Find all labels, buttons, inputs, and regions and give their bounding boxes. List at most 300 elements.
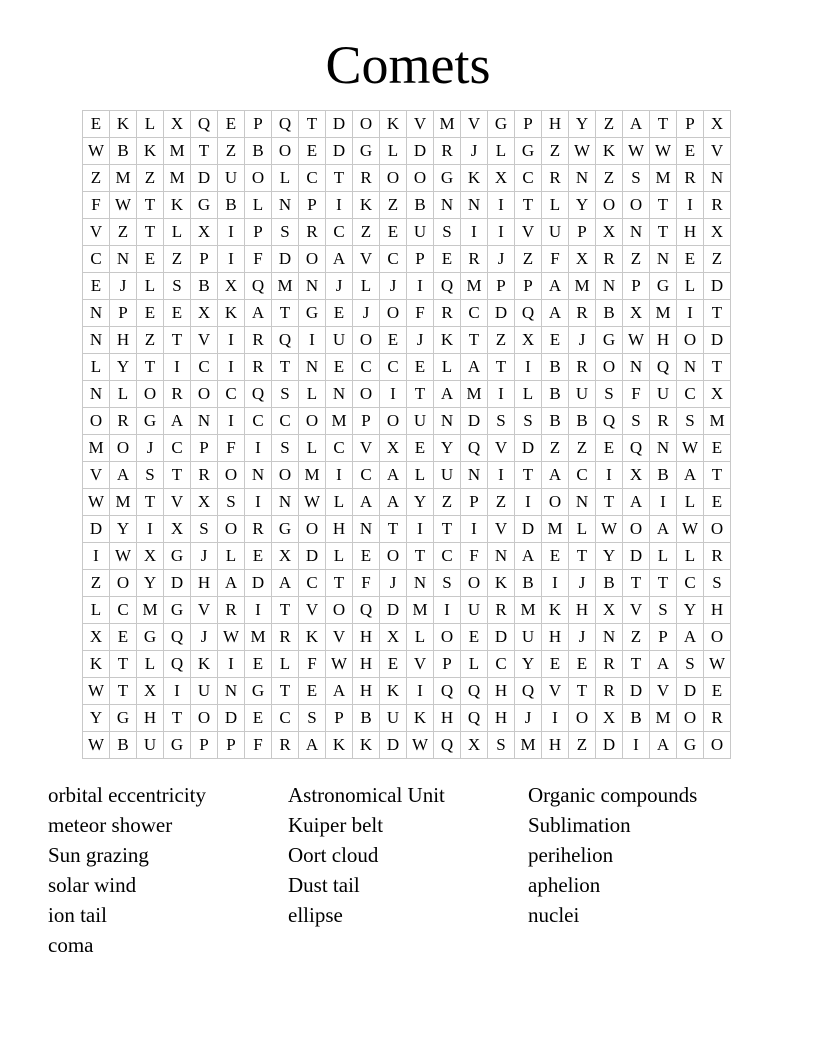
grid-cell[interactable]: E	[542, 543, 569, 570]
grid-cell[interactable]: E	[434, 246, 461, 273]
grid-cell[interactable]: M	[650, 705, 677, 732]
grid-cell[interactable]: I	[434, 597, 461, 624]
grid-cell[interactable]: X	[623, 300, 650, 327]
grid-cell[interactable]: R	[434, 300, 461, 327]
grid-cell[interactable]: K	[164, 192, 191, 219]
grid-cell[interactable]: D	[272, 246, 299, 273]
grid-cell[interactable]: I	[677, 192, 704, 219]
grid-cell[interactable]: P	[245, 111, 272, 138]
grid-cell[interactable]: N	[326, 381, 353, 408]
grid-cell[interactable]: E	[407, 435, 434, 462]
grid-cell[interactable]: C	[380, 246, 407, 273]
grid-cell[interactable]: Q	[434, 732, 461, 759]
grid-cell[interactable]: M	[650, 165, 677, 192]
grid-cell[interactable]: K	[542, 597, 569, 624]
grid-cell[interactable]: F	[218, 435, 245, 462]
grid-cell[interactable]: O	[596, 192, 623, 219]
grid-cell[interactable]: D	[623, 678, 650, 705]
grid-cell[interactable]: S	[164, 273, 191, 300]
grid-cell[interactable]: B	[542, 408, 569, 435]
grid-cell[interactable]: R	[353, 165, 380, 192]
grid-cell[interactable]: Z	[623, 624, 650, 651]
grid-cell[interactable]: L	[569, 516, 596, 543]
grid-cell[interactable]: O	[218, 516, 245, 543]
grid-cell[interactable]: H	[191, 570, 218, 597]
grid-cell[interactable]: E	[299, 678, 326, 705]
grid-cell[interactable]: S	[623, 408, 650, 435]
grid-cell[interactable]: D	[461, 408, 488, 435]
grid-cell[interactable]: W	[677, 435, 704, 462]
grid-cell[interactable]: Z	[542, 138, 569, 165]
grid-cell[interactable]: Q	[623, 435, 650, 462]
grid-cell[interactable]: O	[353, 381, 380, 408]
grid-cell[interactable]: C	[245, 408, 272, 435]
grid-cell[interactable]: D	[488, 300, 515, 327]
grid-cell[interactable]: A	[218, 570, 245, 597]
grid-cell[interactable]: L	[380, 138, 407, 165]
grid-cell[interactable]: A	[623, 111, 650, 138]
grid-cell[interactable]: L	[245, 192, 272, 219]
grid-cell[interactable]: Y	[569, 192, 596, 219]
grid-cell[interactable]: K	[137, 138, 164, 165]
grid-cell[interactable]: L	[677, 273, 704, 300]
grid-cell[interactable]: N	[191, 408, 218, 435]
grid-cell[interactable]: Y	[677, 597, 704, 624]
grid-cell[interactable]: A	[380, 462, 407, 489]
grid-cell[interactable]: U	[380, 705, 407, 732]
grid-cell[interactable]: S	[650, 597, 677, 624]
grid-cell[interactable]: C	[299, 165, 326, 192]
grid-cell[interactable]: X	[272, 543, 299, 570]
grid-cell[interactable]: I	[461, 516, 488, 543]
grid-cell[interactable]: A	[623, 489, 650, 516]
grid-cell[interactable]: I	[596, 462, 623, 489]
grid-cell[interactable]: J	[515, 705, 542, 732]
grid-cell[interactable]: E	[353, 543, 380, 570]
grid-cell[interactable]: N	[299, 273, 326, 300]
grid-cell[interactable]: U	[407, 408, 434, 435]
grid-cell[interactable]: L	[272, 651, 299, 678]
grid-cell[interactable]: U	[407, 219, 434, 246]
grid-cell[interactable]: E	[245, 651, 272, 678]
grid-cell[interactable]: K	[353, 192, 380, 219]
grid-cell[interactable]: B	[596, 570, 623, 597]
grid-cell[interactable]: G	[515, 138, 542, 165]
grid-cell[interactable]: S	[272, 381, 299, 408]
grid-cell[interactable]: I	[650, 489, 677, 516]
grid-cell[interactable]: E	[461, 624, 488, 651]
grid-cell[interactable]: D	[623, 543, 650, 570]
grid-cell[interactable]: E	[137, 300, 164, 327]
grid-cell[interactable]: D	[83, 516, 110, 543]
grid-cell[interactable]: Q	[596, 408, 623, 435]
grid-cell[interactable]: P	[434, 651, 461, 678]
grid-cell[interactable]: R	[191, 462, 218, 489]
grid-cell[interactable]: S	[704, 570, 731, 597]
grid-cell[interactable]: M	[434, 111, 461, 138]
grid-cell[interactable]: Z	[569, 732, 596, 759]
grid-cell[interactable]: T	[650, 219, 677, 246]
grid-cell[interactable]: J	[380, 273, 407, 300]
grid-cell[interactable]: O	[569, 705, 596, 732]
grid-cell[interactable]: Q	[434, 678, 461, 705]
grid-cell[interactable]: C	[434, 543, 461, 570]
grid-cell[interactable]: E	[110, 624, 137, 651]
grid-cell[interactable]: Z	[704, 246, 731, 273]
grid-cell[interactable]: J	[110, 273, 137, 300]
grid-cell[interactable]: D	[218, 705, 245, 732]
grid-cell[interactable]: E	[542, 327, 569, 354]
grid-cell[interactable]: C	[272, 408, 299, 435]
grid-cell[interactable]: Q	[461, 705, 488, 732]
grid-cell[interactable]: R	[704, 192, 731, 219]
grid-cell[interactable]: O	[191, 705, 218, 732]
grid-cell[interactable]: N	[461, 462, 488, 489]
grid-cell[interactable]: J	[569, 624, 596, 651]
grid-cell[interactable]: H	[353, 651, 380, 678]
grid-cell[interactable]: H	[137, 705, 164, 732]
grid-cell[interactable]: V	[650, 678, 677, 705]
grid-cell[interactable]: A	[353, 489, 380, 516]
grid-cell[interactable]: S	[272, 435, 299, 462]
grid-cell[interactable]: J	[191, 543, 218, 570]
grid-cell[interactable]: F	[245, 246, 272, 273]
grid-cell[interactable]: C	[191, 354, 218, 381]
grid-cell[interactable]: O	[299, 408, 326, 435]
grid-cell[interactable]: M	[569, 273, 596, 300]
grid-cell[interactable]: T	[407, 543, 434, 570]
grid-cell[interactable]: Z	[218, 138, 245, 165]
grid-cell[interactable]: Q	[245, 273, 272, 300]
grid-cell[interactable]: A	[272, 570, 299, 597]
grid-cell[interactable]: B	[596, 300, 623, 327]
grid-cell[interactable]: H	[542, 111, 569, 138]
grid-cell[interactable]: X	[137, 543, 164, 570]
grid-cell[interactable]: X	[704, 111, 731, 138]
grid-cell[interactable]: I	[407, 678, 434, 705]
grid-cell[interactable]: C	[488, 651, 515, 678]
grid-cell[interactable]: I	[488, 219, 515, 246]
grid-cell[interactable]: Y	[569, 111, 596, 138]
grid-cell[interactable]: K	[434, 327, 461, 354]
grid-cell[interactable]: K	[353, 732, 380, 759]
grid-cell[interactable]: K	[596, 138, 623, 165]
grid-cell[interactable]: A	[650, 516, 677, 543]
grid-cell[interactable]: P	[353, 408, 380, 435]
grid-cell[interactable]: S	[515, 408, 542, 435]
grid-cell[interactable]: D	[596, 732, 623, 759]
grid-cell[interactable]: F	[245, 732, 272, 759]
grid-cell[interactable]: A	[542, 300, 569, 327]
grid-cell[interactable]: I	[488, 381, 515, 408]
grid-cell[interactable]: C	[299, 570, 326, 597]
grid-cell[interactable]: U	[650, 381, 677, 408]
grid-cell[interactable]: O	[137, 381, 164, 408]
grid-cell[interactable]: Z	[596, 165, 623, 192]
grid-cell[interactable]: Q	[461, 435, 488, 462]
grid-cell[interactable]: Z	[380, 192, 407, 219]
grid-cell[interactable]: I	[164, 354, 191, 381]
grid-cell[interactable]: R	[704, 543, 731, 570]
grid-cell[interactable]: A	[677, 462, 704, 489]
grid-cell[interactable]: O	[83, 408, 110, 435]
grid-cell[interactable]: C	[83, 246, 110, 273]
grid-cell[interactable]: Z	[83, 570, 110, 597]
grid-cell[interactable]: P	[110, 300, 137, 327]
grid-cell[interactable]: S	[677, 408, 704, 435]
grid-cell[interactable]: E	[380, 327, 407, 354]
grid-cell[interactable]: N	[623, 219, 650, 246]
grid-cell[interactable]: Q	[164, 651, 191, 678]
grid-cell[interactable]: E	[407, 354, 434, 381]
grid-cell[interactable]: O	[353, 327, 380, 354]
grid-cell[interactable]: I	[299, 327, 326, 354]
grid-cell[interactable]: B	[110, 732, 137, 759]
grid-cell[interactable]: H	[542, 624, 569, 651]
grid-cell[interactable]: C	[326, 435, 353, 462]
grid-cell[interactable]: I	[83, 543, 110, 570]
grid-cell[interactable]: Z	[110, 219, 137, 246]
grid-cell[interactable]: N	[596, 624, 623, 651]
grid-cell[interactable]: P	[515, 273, 542, 300]
grid-cell[interactable]: E	[245, 705, 272, 732]
grid-cell[interactable]: N	[677, 354, 704, 381]
grid-cell[interactable]: B	[542, 381, 569, 408]
grid-cell[interactable]: V	[488, 435, 515, 462]
grid-cell[interactable]: G	[596, 327, 623, 354]
grid-cell[interactable]: E	[83, 111, 110, 138]
grid-cell[interactable]: J	[407, 327, 434, 354]
grid-cell[interactable]: G	[272, 516, 299, 543]
grid-cell[interactable]: Q	[515, 300, 542, 327]
grid-cell[interactable]: K	[407, 705, 434, 732]
grid-cell[interactable]: C	[677, 570, 704, 597]
grid-cell[interactable]: H	[110, 327, 137, 354]
grid-cell[interactable]: C	[326, 219, 353, 246]
grid-cell[interactable]: M	[461, 381, 488, 408]
grid-cell[interactable]: O	[299, 246, 326, 273]
grid-cell[interactable]: L	[272, 165, 299, 192]
grid-cell[interactable]: R	[245, 327, 272, 354]
grid-cell[interactable]: D	[677, 678, 704, 705]
grid-cell[interactable]: R	[245, 354, 272, 381]
grid-cell[interactable]: O	[272, 138, 299, 165]
grid-cell[interactable]: E	[218, 111, 245, 138]
grid-cell[interactable]: I	[488, 192, 515, 219]
grid-cell[interactable]: D	[704, 327, 731, 354]
grid-cell[interactable]: L	[164, 219, 191, 246]
grid-cell[interactable]: F	[299, 651, 326, 678]
grid-cell[interactable]: V	[407, 111, 434, 138]
grid-cell[interactable]: M	[407, 597, 434, 624]
grid-cell[interactable]: N	[83, 381, 110, 408]
grid-cell[interactable]: E	[137, 246, 164, 273]
grid-cell[interactable]: A	[515, 543, 542, 570]
grid-cell[interactable]: U	[218, 165, 245, 192]
grid-cell[interactable]: K	[299, 624, 326, 651]
grid-cell[interactable]: T	[650, 570, 677, 597]
grid-cell[interactable]: L	[137, 651, 164, 678]
grid-cell[interactable]: I	[245, 435, 272, 462]
grid-cell[interactable]: E	[245, 543, 272, 570]
grid-cell[interactable]: C	[353, 354, 380, 381]
grid-cell[interactable]: X	[515, 327, 542, 354]
grid-cell[interactable]: T	[272, 300, 299, 327]
grid-cell[interactable]: O	[191, 381, 218, 408]
grid-cell[interactable]: E	[677, 138, 704, 165]
grid-cell[interactable]: O	[623, 192, 650, 219]
grid-cell[interactable]: R	[110, 408, 137, 435]
grid-cell[interactable]: R	[704, 705, 731, 732]
grid-cell[interactable]: I	[164, 678, 191, 705]
grid-cell[interactable]: B	[110, 138, 137, 165]
grid-cell[interactable]: P	[461, 489, 488, 516]
grid-cell[interactable]: X	[596, 219, 623, 246]
grid-cell[interactable]: O	[110, 435, 137, 462]
grid-cell[interactable]: D	[191, 165, 218, 192]
grid-cell[interactable]: L	[677, 489, 704, 516]
grid-cell[interactable]: U	[515, 624, 542, 651]
grid-cell[interactable]: W	[704, 651, 731, 678]
grid-cell[interactable]: G	[164, 732, 191, 759]
grid-cell[interactable]: V	[353, 246, 380, 273]
grid-cell[interactable]: Z	[515, 246, 542, 273]
grid-cell[interactable]: F	[623, 381, 650, 408]
grid-cell[interactable]: S	[677, 651, 704, 678]
grid-cell[interactable]: M	[515, 732, 542, 759]
grid-cell[interactable]: F	[542, 246, 569, 273]
grid-cell[interactable]: X	[191, 219, 218, 246]
grid-cell[interactable]: I	[326, 192, 353, 219]
grid-cell[interactable]: M	[110, 489, 137, 516]
grid-cell[interactable]: N	[272, 489, 299, 516]
grid-cell[interactable]: P	[515, 111, 542, 138]
grid-cell[interactable]: M	[137, 597, 164, 624]
grid-cell[interactable]: G	[110, 705, 137, 732]
grid-cell[interactable]: A	[380, 489, 407, 516]
grid-cell[interactable]: G	[677, 732, 704, 759]
grid-cell[interactable]: E	[299, 138, 326, 165]
grid-cell[interactable]: W	[83, 732, 110, 759]
grid-cell[interactable]: L	[83, 354, 110, 381]
grid-cell[interactable]: K	[461, 165, 488, 192]
grid-cell[interactable]: W	[623, 138, 650, 165]
grid-cell[interactable]: E	[326, 300, 353, 327]
grid-cell[interactable]: O	[272, 462, 299, 489]
grid-cell[interactable]: G	[191, 192, 218, 219]
grid-cell[interactable]: N	[650, 435, 677, 462]
grid-cell[interactable]: B	[353, 705, 380, 732]
grid-cell[interactable]: I	[137, 516, 164, 543]
grid-cell[interactable]: X	[83, 624, 110, 651]
grid-cell[interactable]: I	[407, 516, 434, 543]
grid-cell[interactable]: T	[623, 651, 650, 678]
grid-cell[interactable]: X	[596, 705, 623, 732]
grid-cell[interactable]: K	[191, 651, 218, 678]
grid-cell[interactable]: L	[542, 192, 569, 219]
grid-cell[interactable]: X	[164, 111, 191, 138]
grid-cell[interactable]: L	[83, 597, 110, 624]
grid-cell[interactable]: Y	[110, 516, 137, 543]
grid-cell[interactable]: P	[407, 246, 434, 273]
grid-cell[interactable]: N	[488, 543, 515, 570]
grid-cell[interactable]: Q	[272, 327, 299, 354]
grid-cell[interactable]: E	[596, 435, 623, 462]
grid-cell[interactable]: I	[407, 273, 434, 300]
grid-cell[interactable]: K	[488, 570, 515, 597]
grid-cell[interactable]: R	[434, 138, 461, 165]
grid-cell[interactable]: A	[299, 732, 326, 759]
grid-cell[interactable]: V	[83, 462, 110, 489]
grid-cell[interactable]: V	[488, 516, 515, 543]
grid-cell[interactable]: R	[650, 408, 677, 435]
grid-cell[interactable]: P	[191, 246, 218, 273]
grid-cell[interactable]: O	[704, 624, 731, 651]
grid-cell[interactable]: C	[353, 462, 380, 489]
grid-cell[interactable]: R	[677, 165, 704, 192]
grid-cell[interactable]: Z	[596, 111, 623, 138]
grid-cell[interactable]: T	[299, 111, 326, 138]
grid-cell[interactable]: J	[461, 138, 488, 165]
grid-cell[interactable]: T	[650, 192, 677, 219]
grid-cell[interactable]: O	[407, 165, 434, 192]
grid-cell[interactable]: L	[299, 381, 326, 408]
grid-cell[interactable]: U	[461, 597, 488, 624]
grid-cell[interactable]: E	[704, 435, 731, 462]
grid-cell[interactable]: V	[191, 597, 218, 624]
grid-cell[interactable]: R	[542, 165, 569, 192]
grid-cell[interactable]: M	[110, 165, 137, 192]
grid-cell[interactable]: B	[407, 192, 434, 219]
grid-cell[interactable]: R	[272, 732, 299, 759]
grid-cell[interactable]: C	[569, 462, 596, 489]
grid-cell[interactable]: J	[380, 570, 407, 597]
grid-cell[interactable]: J	[191, 624, 218, 651]
grid-cell[interactable]: N	[650, 246, 677, 273]
grid-cell[interactable]: S	[488, 408, 515, 435]
grid-cell[interactable]: O	[353, 111, 380, 138]
grid-cell[interactable]: V	[623, 597, 650, 624]
grid-cell[interactable]: V	[461, 111, 488, 138]
grid-cell[interactable]: O	[461, 570, 488, 597]
grid-cell[interactable]: T	[380, 516, 407, 543]
grid-cell[interactable]: G	[164, 597, 191, 624]
grid-cell[interactable]: H	[326, 516, 353, 543]
grid-cell[interactable]: C	[110, 597, 137, 624]
grid-cell[interactable]: J	[137, 435, 164, 462]
grid-cell[interactable]: M	[461, 273, 488, 300]
grid-cell[interactable]: T	[407, 381, 434, 408]
grid-cell[interactable]: R	[218, 597, 245, 624]
grid-cell[interactable]: R	[596, 678, 623, 705]
grid-cell[interactable]: Z	[353, 219, 380, 246]
grid-cell[interactable]: O	[380, 165, 407, 192]
grid-cell[interactable]: N	[245, 462, 272, 489]
grid-cell[interactable]: G	[353, 138, 380, 165]
grid-cell[interactable]: A	[650, 732, 677, 759]
grid-cell[interactable]: I	[245, 489, 272, 516]
grid-cell[interactable]: Y	[407, 489, 434, 516]
grid-cell[interactable]: R	[596, 651, 623, 678]
grid-cell[interactable]: W	[650, 138, 677, 165]
grid-cell[interactable]: N	[434, 408, 461, 435]
grid-cell[interactable]: H	[569, 597, 596, 624]
grid-cell[interactable]: E	[326, 354, 353, 381]
grid-cell[interactable]: A	[245, 300, 272, 327]
grid-cell[interactable]: P	[650, 624, 677, 651]
grid-cell[interactable]: H	[677, 219, 704, 246]
grid-cell[interactable]: Q	[272, 111, 299, 138]
